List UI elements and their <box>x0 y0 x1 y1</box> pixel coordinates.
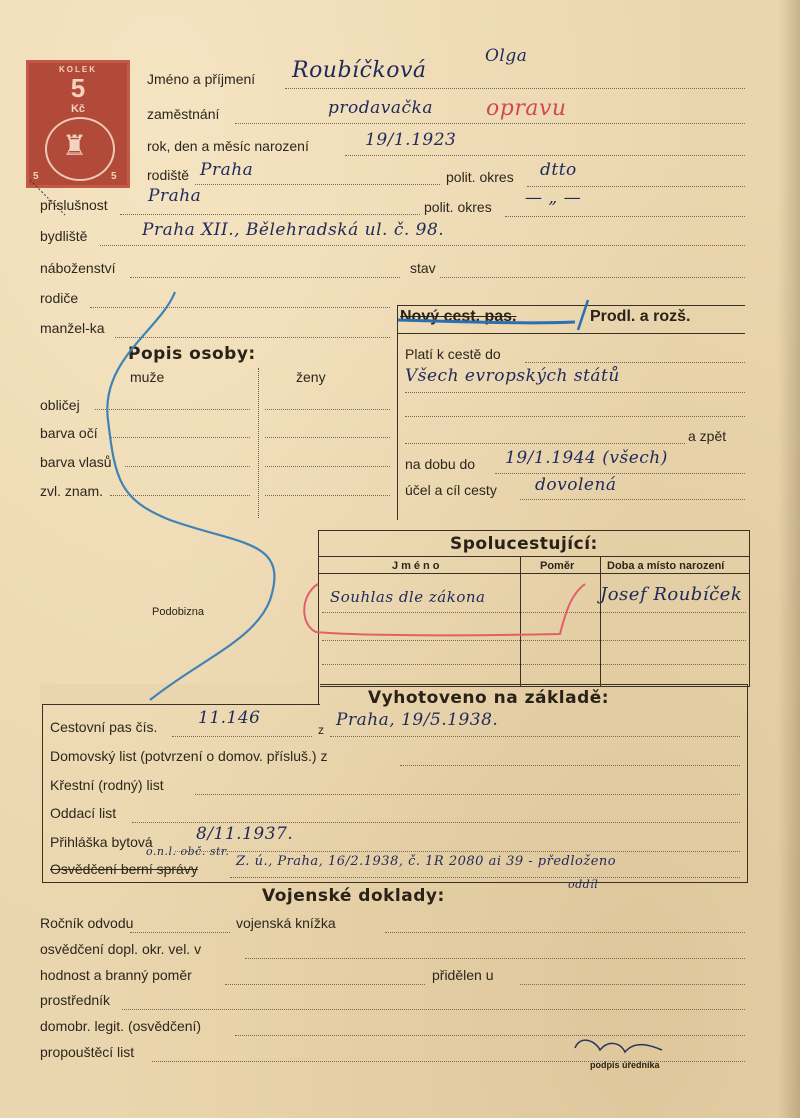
parents-label: rodiče <box>40 290 79 306</box>
birth-date-label: rok, den a měsíc narození <box>147 138 309 154</box>
eyes-label: barva očí <box>40 425 98 441</box>
birthplace-label: rodiště <box>147 167 190 183</box>
religion-label: náboženství <box>40 260 116 276</box>
official-signature-label: podpis úředníka <box>590 1060 660 1070</box>
stamp-corner-left: 5 <box>33 171 39 182</box>
blue-underline-stroke <box>398 320 575 323</box>
extension-label: Prodl. a rozš. <box>590 308 691 325</box>
companion-name-handwritten: Souhlas dle zákona <box>330 588 486 606</box>
stamp-currency: Kč <box>70 103 86 115</box>
passport-number-handwritten: 11.146 <box>198 708 261 728</box>
stamp-cancel-stroke <box>30 180 65 215</box>
portrait-label: Podobizna <box>152 606 204 618</box>
spouse-label: manžel-ka <box>40 320 105 336</box>
residence-handwritten: Praha XII., Bělehradská ul. č. 98. <box>142 220 445 240</box>
housing-label: Přihláška bytová <box>50 834 153 850</box>
residence-label: bydliště <box>40 228 88 244</box>
purpose-label: účel a cíl cesty <box>405 482 497 498</box>
occupation-handwritten: prodavačka <box>328 98 433 118</box>
companion-birth-handwritten: Josef Roubíček <box>600 584 743 605</box>
marriage-label: Oddací list <box>50 805 117 821</box>
citizenship-label: příslušnost <box>40 197 108 213</box>
domicile-label: Domovský list (potvrzení o domov. přísluš.) z <box>50 748 328 764</box>
companions-col-name: Jméno <box>392 560 443 572</box>
citizenship-okres-label: polit. okres <box>424 199 492 215</box>
valid-handwritten: Všech evropských států <box>405 366 620 386</box>
female-column-label: ženy <box>296 369 326 385</box>
birth-okres-label: polit. okres <box>446 169 514 185</box>
period-label: na dobu do <box>405 456 476 472</box>
intermediary-label: prostředník <box>40 992 111 1008</box>
companions-col-birth: Doba a místo narození <box>607 560 725 572</box>
tax-below-handwritten: oddíl <box>568 878 599 891</box>
companions-title: Spolucestující: <box>450 534 598 554</box>
birth-date-handwritten: 19/1.1923 <box>365 130 457 150</box>
male-column-label: muže <box>130 369 165 385</box>
hair-label: barva vlasů <box>40 454 112 470</box>
stamp-corner-right: 5 <box>111 171 117 182</box>
name-label: Jméno a příjmení <box>147 71 256 87</box>
new-passport-label: Nový cest. pas. <box>400 308 517 325</box>
status-label: stav <box>410 260 436 276</box>
marks-label: zvl. znam. <box>40 483 104 499</box>
valid-label: Platí k cestě do <box>405 346 501 362</box>
tax-handwritten: Z. ú., Praha, 16/2.1938, č. 1R 2080 ai 39 - předloženo <box>236 854 617 869</box>
blue-crossout-stroke <box>107 292 274 700</box>
passport-from-label: z <box>318 723 324 737</box>
citizenship-okres-handwritten: — „ — <box>525 188 582 208</box>
release-label: propouštěcí list <box>40 1044 135 1060</box>
military-book-label: vojenská knížka <box>236 915 336 931</box>
passport-number-label: Cestovní pas čís. <box>50 719 158 735</box>
legit-label: domobr. legit. (osvědčení) <box>40 1018 202 1034</box>
stamp-value: 5 <box>70 73 86 103</box>
return-label: a zpět <box>688 428 727 444</box>
cert-label: osvědčení dopl. okr. vel. v <box>40 941 202 957</box>
blue-slash-stroke <box>578 300 588 330</box>
rank-label: hodnost a branný poměr <box>40 967 192 983</box>
draft-year-label: Ročník odvodu <box>40 915 134 931</box>
purpose-handwritten: dovolená <box>535 475 617 495</box>
citizenship-handwritten: Praha <box>148 186 202 206</box>
surname-handwritten: Roubíčková <box>292 58 427 83</box>
signature-stroke <box>575 1040 662 1052</box>
companions-col-relation: Poměr <box>540 560 575 572</box>
military-title: Vojenské doklady: <box>262 886 445 906</box>
description-title: Popis osoby: <box>128 344 256 364</box>
period-handwritten: 19/1.1944 (všech) <box>505 448 668 468</box>
occupation-label: zaměstnání <box>147 106 220 122</box>
occupation-red-note: opravu <box>486 96 567 121</box>
red-bracket-stroke <box>304 584 585 635</box>
tax-label-text: Osvědčení berní správy <box>50 861 198 877</box>
firstname-handwritten: Olga <box>485 46 528 66</box>
face-label: obličej <box>40 397 80 413</box>
birth-cert-label: Křestní (rodný) list <box>50 777 164 793</box>
stamp-top-text: KOLEK <box>59 65 97 74</box>
birthplace-handwritten: Praha <box>200 160 254 180</box>
lion-emblem-icon: ♜ <box>62 130 88 161</box>
passport-date-handwritten: Praha, 19/5.1938. <box>336 710 499 730</box>
birth-okres-handwritten: dtto <box>540 160 577 180</box>
housing-handwritten: 8/11.1937. <box>196 824 294 844</box>
tax-above-handwritten: o.n.l. obč. str. <box>146 845 230 858</box>
assigned-label: přidělen u <box>432 967 494 983</box>
issued-basis-title: Vyhotoveno na základě: <box>368 688 610 708</box>
